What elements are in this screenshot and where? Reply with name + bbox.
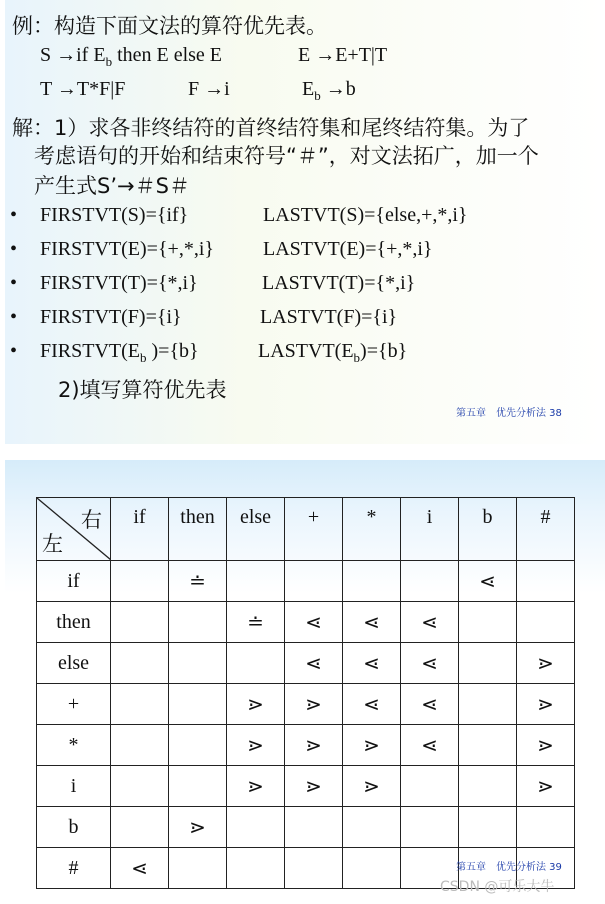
relation-cell [169, 643, 227, 684]
relation-cell [459, 684, 517, 725]
relation-cell [169, 848, 227, 889]
relation-cell [459, 602, 517, 643]
relation-cell: ⋖ [285, 643, 343, 684]
relation-cell [517, 602, 575, 643]
corner-left-label: 左 [42, 532, 63, 556]
relation-cell: ⋖ [401, 684, 459, 725]
relation-cell [517, 807, 575, 848]
table-row [37, 561, 575, 602]
relation-cell: ⋗ [517, 684, 575, 725]
relation-cell [227, 643, 285, 684]
firstvt-f: FIRSTVT(F)={i} [40, 306, 182, 328]
relation-cell: ≐ [169, 561, 227, 602]
firstvt-t: FIRSTVT(T)={*,i} [40, 272, 198, 294]
row-header: then [37, 602, 111, 643]
solution-line-3: 产生式S’→＃S＃ [34, 174, 190, 198]
relation-cell [343, 807, 401, 848]
rule-f: F →i [188, 78, 230, 100]
relation-cell [227, 848, 285, 889]
column-header: # [517, 498, 575, 561]
relation-cell [169, 766, 227, 807]
column-header: + [285, 498, 343, 561]
relation-cell [227, 807, 285, 848]
relation-cell: ⋖ [285, 602, 343, 643]
relation-cell [343, 561, 401, 602]
relation-cell: ≐ [227, 602, 285, 643]
rule-e: E →E+T|T [298, 44, 388, 66]
relation-cell: ⋗ [285, 725, 343, 766]
row-header: if [37, 561, 111, 602]
table-row [37, 766, 575, 807]
relation-cell: ⋖ [343, 643, 401, 684]
column-header: b [459, 498, 517, 561]
relation-cell: ⋗ [343, 766, 401, 807]
relation-cell [111, 684, 169, 725]
csdn-watermark: CSDN @可乐大牛 [440, 879, 555, 895]
lastvt-e: LASTVT(E)={+,*,i} [263, 238, 433, 260]
operator-precedence-table [36, 497, 575, 889]
column-header: then [169, 498, 227, 561]
example-title: 例：构造下面文法的算符优先表。 [12, 14, 327, 38]
relation-cell: ⋖ [401, 602, 459, 643]
relation-cell [169, 725, 227, 766]
bullet-item: • FIRSTVT(T)={*,i} LASTVT(T)={*,i} [10, 272, 416, 294]
column-header: else [227, 498, 285, 561]
rule-t: T →T*F|F [40, 78, 126, 100]
relation-cell [401, 807, 459, 848]
relation-cell: ⋗ [343, 725, 401, 766]
relation-cell: ⋖ [401, 725, 459, 766]
step-2-heading: 2)填写算符优先表 [58, 378, 227, 402]
firstvt-eb: $FIRSTVT(E_b$ )={b} [40, 340, 199, 365]
relation-cell [459, 725, 517, 766]
row-header: i [37, 766, 111, 807]
relation-cell [111, 643, 169, 684]
column-header: if [111, 498, 169, 561]
bullet-item: • FIRSTVT(S)={if} LASTVT(S)={else,+,*,i} [10, 204, 468, 226]
grammar-line-2 [40, 78, 600, 106]
relation-cell [459, 766, 517, 807]
table-header-row [37, 498, 575, 561]
solution-line-2: 考虑语句的开始和结束符号“＃”，对文法拓广，加一个 [34, 144, 539, 168]
relation-cell [111, 602, 169, 643]
relation-cell [111, 766, 169, 807]
table-row [37, 807, 575, 848]
relation-cell [285, 848, 343, 889]
relation-cell [401, 766, 459, 807]
rule-eb: $E_b \to b$ [302, 78, 356, 103]
lastvt-t: LASTVT(T)={*,i} [262, 272, 416, 294]
lastvt-s: LASTVT(S)={else,+,*,i} [263, 204, 468, 226]
relation-cell: ⋖ [401, 643, 459, 684]
table-row [37, 643, 575, 684]
row-header: * [37, 725, 111, 766]
column-header: i [401, 498, 459, 561]
slide-38-footer: 第五章 优先分析法 38 [456, 408, 562, 419]
table-row [37, 684, 575, 725]
relation-cell [459, 807, 517, 848]
relation-cell: ⋖ [111, 848, 169, 889]
grammar-line-1 [40, 44, 600, 72]
lastvt-eb: $LASTVT(E_b)=\{b\}$ [258, 340, 408, 365]
relation-cell: ⋗ [227, 684, 285, 725]
relation-cell: ⋗ [227, 725, 285, 766]
lastvt-f: LASTVT(F)={i} [260, 306, 398, 328]
relation-cell [459, 643, 517, 684]
corner-cell [37, 498, 111, 561]
relation-cell [401, 561, 459, 602]
relation-cell [285, 561, 343, 602]
table-row [37, 725, 575, 766]
relation-cell: ⋗ [285, 684, 343, 725]
bullet-item: • FIRSTVT(E)={+,*,i} LASTVT(E)={+,*,i} [10, 238, 433, 260]
bullet-item: • $FIRSTVT(E_b$ )={b} $LASTVT(E_b)=\{b\}$ [10, 340, 408, 365]
relation-cell: ⋗ [285, 766, 343, 807]
relation-cell [111, 807, 169, 848]
table-row [37, 602, 575, 643]
firstvt-s: FIRSTVT(S)={if} [40, 204, 189, 226]
relation-cell [111, 561, 169, 602]
slide-gap [0, 444, 605, 460]
relation-cell: ⋖ [343, 602, 401, 643]
row-header: # [37, 848, 111, 889]
relation-cell [227, 561, 285, 602]
relation-cell [285, 807, 343, 848]
bullet-item: • FIRSTVT(F)={i} LASTVT(F)={i} [10, 306, 398, 328]
relation-cell: ⋖ [343, 684, 401, 725]
row-header: + [37, 684, 111, 725]
column-header: * [343, 498, 401, 561]
solution-line-1: 解：1）求各非终结符的首终结符集和尾终结符集。为了 [12, 116, 530, 140]
relation-cell [111, 725, 169, 766]
rule-s: S →if $E_b$ then E else E [40, 44, 223, 69]
corner-right-label: 右 [81, 508, 102, 532]
relation-cell: ⋗ [227, 766, 285, 807]
relation-cell [517, 561, 575, 602]
relation-cell: ⋗ [169, 807, 227, 848]
relation-cell: ⋖ [459, 561, 517, 602]
relation-cell [343, 848, 401, 889]
row-header: else [37, 643, 111, 684]
relation-cell: ⋗ [517, 725, 575, 766]
firstvt-e: FIRSTVT(E)={+,*,i} [40, 238, 214, 260]
relation-cell: ⋗ [517, 766, 575, 807]
relation-cell [169, 684, 227, 725]
slide-39-footer: 第五章 优先分析法 39 [456, 862, 562, 873]
relation-cell: ⋗ [517, 643, 575, 684]
row-header: b [37, 807, 111, 848]
relation-cell [169, 602, 227, 643]
